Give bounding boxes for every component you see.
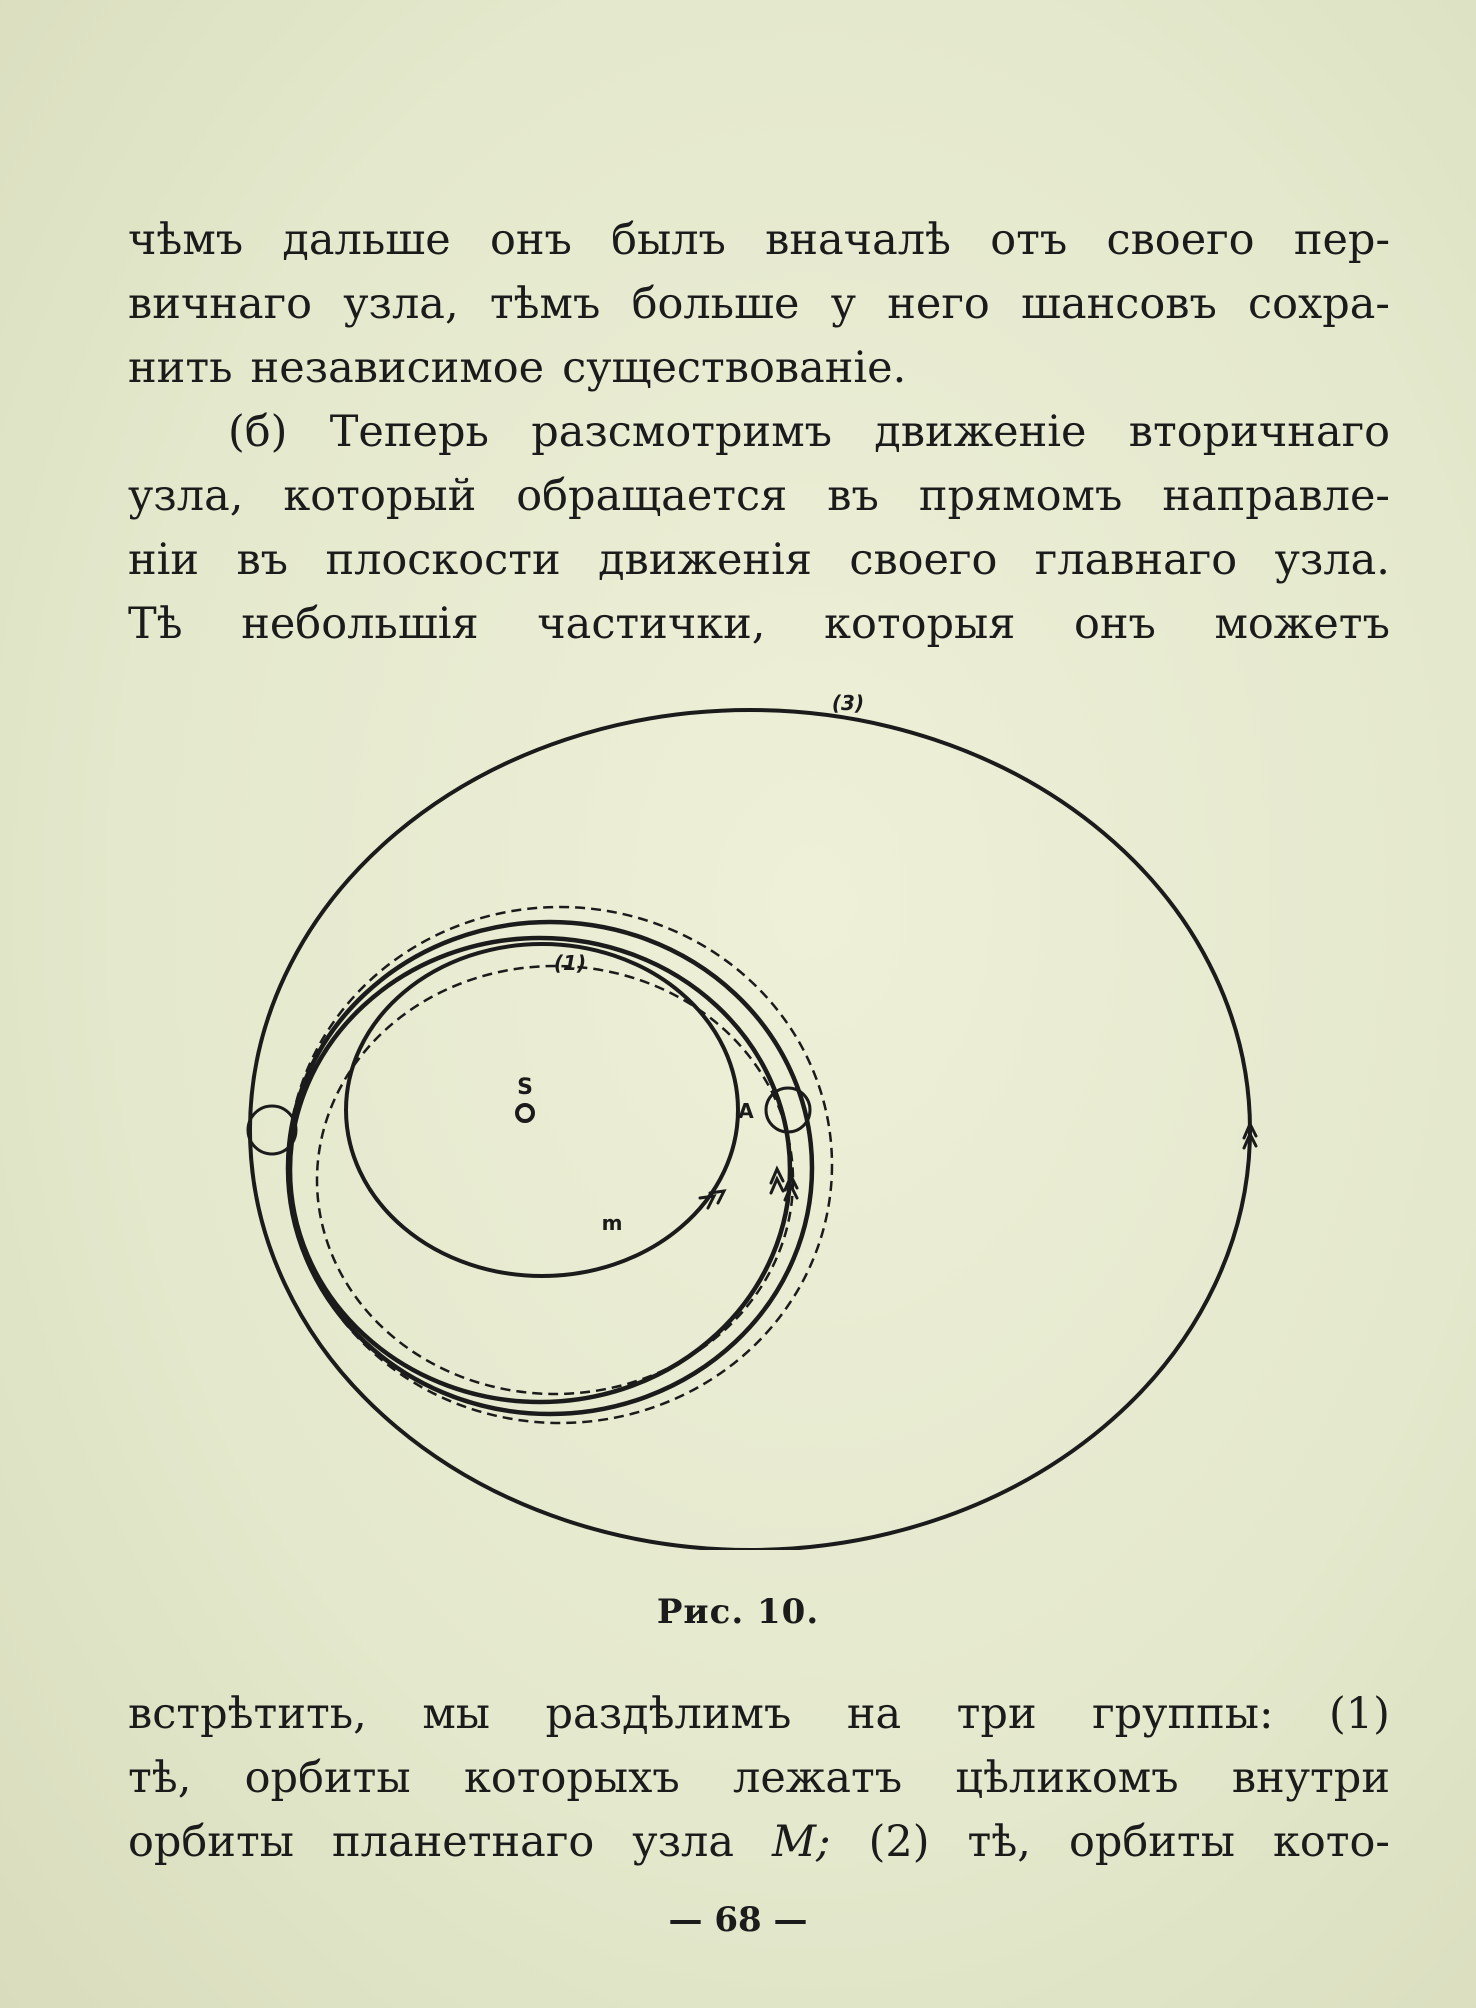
word: три [956, 1689, 1037, 1739]
orbit-diagram [230, 690, 1310, 1550]
word: Тѣ [128, 599, 183, 649]
word: вторичнаго [1128, 407, 1390, 457]
word: былъ [611, 215, 726, 265]
word: узла, [343, 279, 459, 329]
orbit-figure [230, 690, 1310, 1550]
paragraph-b [128, 400, 1390, 656]
word: вичнаго [128, 279, 313, 329]
word: встрѣтить, [128, 1689, 367, 1739]
mass-label: m [601, 1211, 623, 1235]
word: внутри [1231, 1753, 1390, 1803]
word: въ [827, 471, 879, 521]
sun-marker [517, 1105, 533, 1121]
word: раздѣлимъ [545, 1689, 792, 1739]
word: узла, [128, 471, 244, 521]
word: (2) [868, 1817, 930, 1867]
word: вначалѣ [765, 215, 951, 265]
paragraph-bottom [128, 1682, 1390, 1874]
planet-left-marker [248, 1106, 296, 1154]
word: кото- [1272, 1817, 1390, 1867]
word: у [830, 279, 857, 329]
word: чѣмъ [128, 215, 244, 265]
orbit-1-path [346, 944, 738, 1276]
text-line [128, 528, 1390, 592]
text-line [128, 272, 1390, 336]
word: М; [772, 1817, 831, 1867]
page-number: — 68 — [668, 1900, 808, 1940]
word: (б) [228, 407, 288, 457]
word: ніи [128, 535, 200, 585]
word: цѣликомъ [955, 1753, 1179, 1803]
orbit-2-arrow-a [771, 1169, 783, 1193]
word: Теперь [329, 407, 489, 457]
word: которыя [824, 599, 1016, 649]
text-line [128, 592, 1390, 656]
word: на [846, 1689, 902, 1739]
word: который [283, 471, 477, 521]
orbit-2-outer-path [288, 922, 812, 1414]
word: въ [236, 535, 289, 585]
word: движеніе [874, 407, 1087, 457]
word: прямомъ [918, 471, 1123, 521]
word: обращается [516, 471, 788, 521]
word: небольшія [241, 599, 479, 649]
point-a-label: A [738, 1099, 754, 1123]
orbit-3-label: (3) [831, 691, 865, 715]
word: планетнаго [332, 1817, 595, 1867]
word: него [887, 279, 990, 329]
word: онъ [1073, 599, 1156, 649]
orbit-1-label: (1) [553, 951, 587, 975]
word: движенія [598, 535, 812, 585]
word: (1) [1329, 1689, 1390, 1739]
word: плоскости [325, 535, 561, 585]
word: орбиты [128, 1817, 294, 1867]
word: разсмотримъ [531, 407, 832, 457]
word: орбиты [1068, 1817, 1235, 1867]
orbit-2-inner-path [290, 938, 790, 1402]
word: можетъ [1214, 599, 1390, 649]
sun-label: S [517, 1075, 533, 1100]
word: сохра- [1248, 279, 1390, 329]
word: своего [849, 535, 998, 585]
word: группы: [1092, 1689, 1274, 1739]
text-line [128, 208, 1390, 272]
word: которыхъ [463, 1753, 680, 1803]
word: главнаго [1034, 535, 1238, 585]
text-line [128, 1746, 1390, 1810]
word: тѣ, [967, 1817, 1031, 1867]
orbit-3-path [250, 710, 1250, 1550]
word: своего [1106, 215, 1255, 265]
word: тѣмъ [489, 279, 601, 329]
orbit-2-arrow-b [785, 1176, 797, 1200]
figure-caption: Рис. 10. [656, 1592, 820, 1632]
word: онъ [489, 215, 572, 265]
word: узла. [1274, 535, 1390, 585]
word: дальше [282, 215, 451, 265]
word: отъ [990, 215, 1068, 265]
text-line [128, 464, 1390, 528]
word: существованіе. [562, 343, 907, 393]
text-line [128, 1810, 1390, 1874]
word: шансовъ [1021, 279, 1217, 329]
word: лежатъ [733, 1753, 903, 1803]
word: направле- [1162, 471, 1390, 521]
word: больше [631, 279, 800, 329]
word: мы [422, 1689, 491, 1739]
word: орбиты [244, 1753, 411, 1803]
word: тѣ, [128, 1753, 192, 1803]
word: нить [128, 343, 233, 393]
text-line [128, 336, 1390, 400]
text-line [128, 1682, 1390, 1746]
text-line [128, 400, 1390, 464]
word: частички, [537, 599, 766, 649]
word: пер- [1293, 215, 1390, 265]
word: узла [632, 1817, 734, 1867]
word: независимое [250, 343, 545, 393]
paragraph-top [128, 208, 1390, 400]
